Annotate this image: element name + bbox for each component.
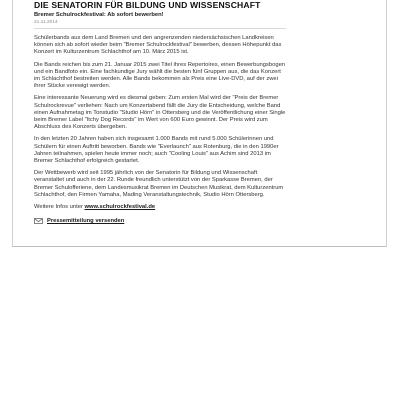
article-subheadline: Bremer Schulrockfestival: Ab sofort bewerben! [34,12,164,18]
article-paragraph-3: Eine interessante Neuerung wird es diesmal geben: Zum ersten Mal wird der "Preis der Bremer Schulrockrevue" verliehen: Nach um Konzertabend fällt die Jury die Entscheidung, welche Band einen Aufnahmetag im Tonstudio "Studio Hörn" in Ottersberg und die Veröffentlichung einer Single beim Bremer Label "Itchy Dog Records" im Wert von 600 Euro gewinnt. Der Preis wird zum Abschluss des Konzerts übergeben. [34,95,286,131]
article-paragraph-5: Der Wettbewerb wird seit 1995 jährlich von der Senatorin für Bildung und Wissenschaft veranstaltet und auch in der 22. Runde freundlich unterstützt von der Sparkasse Bremen, der Bremer Schulofferiene, dem Landesmusikrat Bremen im Deutschen Musikrat, dem Kulturzentrum Schlachthof, den Firmen Yamaha, Mading Veranstaltungstechnik, Studio Hörn Ottersberg. [34,170,284,198]
page-title: DIE SENATORIN FÜR BILDUNG UND WISSENSCHAFT [34,0,261,10]
send-press-release-link[interactable]: Pressemitteilung versenden [47,217,125,224]
article-paragraph-2: Die Bands reichen bis zum 21. Januar 2015 zwei Titel ihres Repertoires, einen Bewerbungsbogen und ein Bandfoto ein. Eine fachkundige Jury wählt die besten fünf Gruppen aus, die das Konzert im Schlachthof bestreiten werden. Alle Bands bekommen als Preis eine Live-DVD, auf der zwei ihrer Stücke verewigt werden. [34,61,286,90]
publish-date: 21.11.2014 [34,20,58,25]
envelope-icon[interactable] [34,218,43,224]
press-release-article [34,0,286,225]
article-paragraph-1: Schülerbands aus dem Land Bremen und den angrenzenden niedersächsischen Landkreisen können sich ab sofort wieder beim "Bremer Schulrockfestival" bewerben, dessen Höhepunkt das Konzert im Kulturzentrum Schlachthof am 10. März 2015 ist. [34,35,282,56]
page-container [12,0,387,247]
more-info-label: Weitere Infos unter [34,204,85,211]
send-press-release[interactable] [34,217,286,225]
more-info-line [34,204,286,211]
article-paragraph-4: In den letzten 20 Jahren haben sich insgesamt 1.000 Bands mit rund 5.000 Schülerinnen und Schülern für einen Auftritt beworben. Bands wie "Everlaunch" aus Rotenburg, die in den 1990er Jahren teilnahmen, spielen heute immer noch; auch "Cooling Louis" aus Achim sind 2013 im Bremer Schlachthof erfolgreich gestartet. [34,136,279,165]
festival-website-link[interactable]: www.schulrockfestival.de [84,204,156,211]
divider [34,28,286,29]
